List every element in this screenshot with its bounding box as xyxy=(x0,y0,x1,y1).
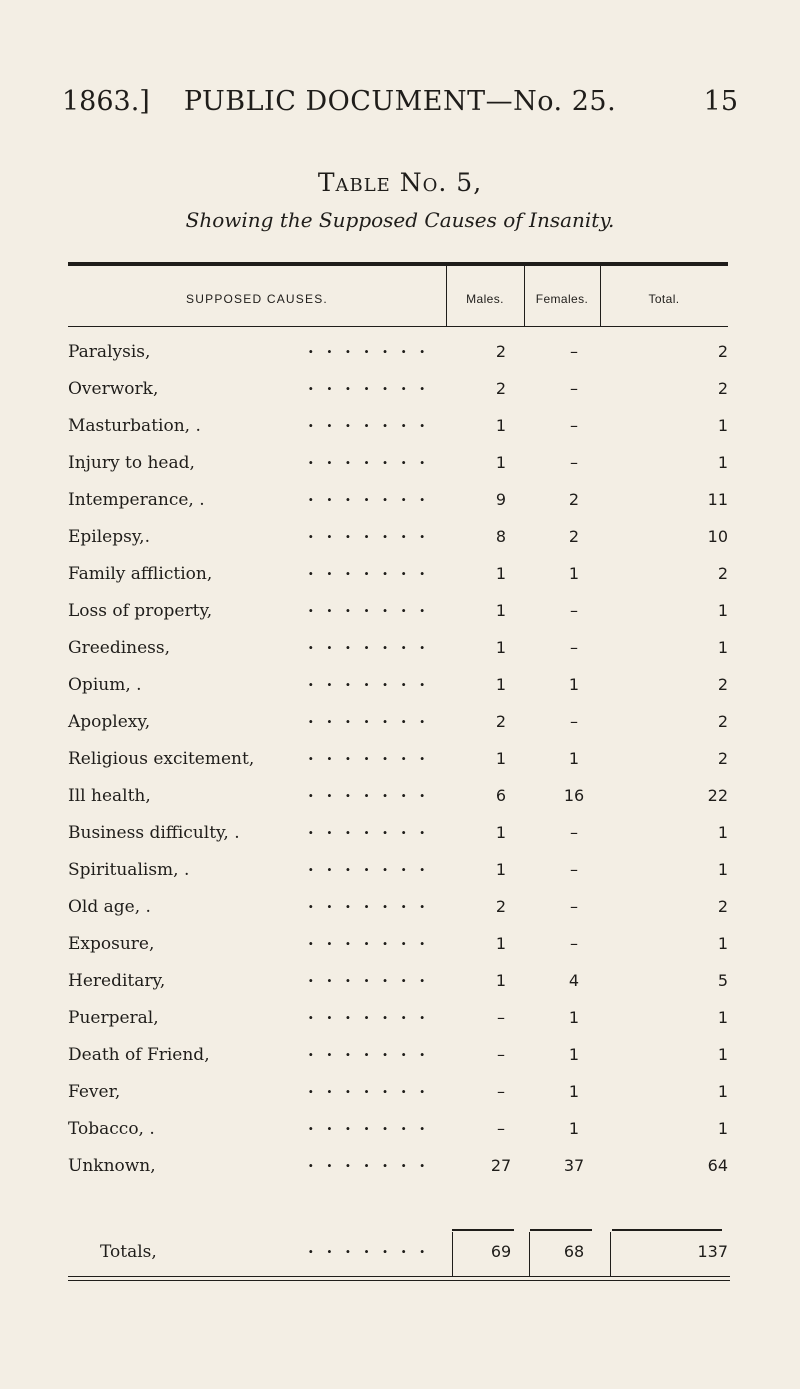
header-year: 1863.] xyxy=(62,86,150,117)
total-value: 2 xyxy=(717,564,728,583)
cause-label: Paralysis, xyxy=(68,342,151,362)
females-value: – xyxy=(570,379,578,398)
total-value: 2 xyxy=(717,712,728,731)
cause-label: Overwork, xyxy=(68,379,159,399)
cause-label: Death of Friend, xyxy=(68,1045,210,1065)
table-row xyxy=(68,371,728,408)
females-value: 1 xyxy=(568,1082,580,1101)
table-row xyxy=(68,704,728,741)
sum-rule xyxy=(530,1229,592,1231)
table-row xyxy=(68,778,728,815)
cause-label: Hereditary, xyxy=(68,971,166,991)
totals-label: Totals, xyxy=(100,1242,157,1262)
column-divider xyxy=(446,266,447,326)
total-value: 2 xyxy=(717,379,728,398)
females-value: – xyxy=(570,453,578,472)
leader-dots: ....... xyxy=(308,708,438,727)
table-bottom-rule xyxy=(68,1280,730,1281)
total-value: 1 xyxy=(717,1008,728,1027)
males-value: 27 xyxy=(490,1156,512,1175)
total-value: 2 xyxy=(717,897,728,916)
females-value: 4 xyxy=(568,971,580,990)
leader-dots: ....... xyxy=(308,930,438,949)
females-value: 1 xyxy=(568,675,580,694)
total-value: 1 xyxy=(717,453,728,472)
leader-dots: ....... xyxy=(308,745,438,764)
cause-label: Family affliction, xyxy=(68,564,213,584)
females-value: 2 xyxy=(568,490,580,509)
table-row xyxy=(68,519,728,556)
total-value: 10 xyxy=(707,527,728,546)
leader-dots: ....... xyxy=(308,819,438,838)
males-value: 1 xyxy=(495,638,507,657)
total-value: 1 xyxy=(717,416,728,435)
leader-dots: ....... xyxy=(308,1115,438,1134)
table-row xyxy=(68,926,728,963)
males-value: 1 xyxy=(495,860,507,879)
total-value: 1 xyxy=(717,860,728,879)
table-row xyxy=(68,852,728,889)
leader-dots: ....... xyxy=(308,597,438,616)
leader-dots: ....... xyxy=(308,1152,438,1171)
males-value: – xyxy=(497,1045,505,1064)
males-value: 1 xyxy=(495,934,507,953)
table-row xyxy=(68,1074,728,1111)
table-row xyxy=(68,1148,728,1185)
cause-label: Greediness, xyxy=(68,638,171,658)
cause-label: Intemperance, . xyxy=(68,490,205,510)
totals-total: 137 xyxy=(697,1242,728,1261)
cause-label: Religious excitement, xyxy=(68,749,255,769)
females-value: 1 xyxy=(568,564,580,583)
total-value: 1 xyxy=(717,1082,728,1101)
cause-label: Ill health, xyxy=(68,786,151,806)
males-value: 1 xyxy=(495,601,507,620)
males-value: – xyxy=(497,1119,505,1138)
cause-label: Fever, xyxy=(68,1082,121,1102)
table-row xyxy=(68,741,728,778)
females-value: – xyxy=(570,638,578,657)
leader-dots: ....... xyxy=(308,1078,438,1097)
leader-dots: ....... xyxy=(308,412,438,431)
sum-rule xyxy=(612,1229,722,1231)
cause-label: Apoplexy, xyxy=(68,712,151,732)
females-value: 1 xyxy=(568,1008,580,1027)
males-value: – xyxy=(497,1082,505,1101)
table-row xyxy=(68,963,728,1000)
header-document-title: PUBLIC DOCUMENT—No. 25. xyxy=(183,86,617,117)
table-row xyxy=(68,482,728,519)
leader-dots: ....... xyxy=(308,634,438,653)
header-rule xyxy=(68,326,728,327)
leader-dots: ....... xyxy=(308,523,438,542)
total-value: 64 xyxy=(707,1156,728,1175)
total-value: 2 xyxy=(717,675,728,694)
table-row xyxy=(68,1111,728,1148)
leader-dots: ....... xyxy=(308,338,438,357)
males-value: 1 xyxy=(495,416,507,435)
leader-dots: ....... xyxy=(308,782,438,801)
females-value: – xyxy=(570,823,578,842)
females-value: 1 xyxy=(568,749,580,768)
total-value: 1 xyxy=(717,823,728,842)
total-value: 1 xyxy=(717,934,728,953)
females-value: – xyxy=(570,342,578,361)
table-row xyxy=(68,1037,728,1074)
females-value: – xyxy=(570,897,578,916)
males-value: 2 xyxy=(495,712,507,731)
males-value: 2 xyxy=(495,379,507,398)
cause-label: Old age, . xyxy=(68,897,151,917)
column-divider xyxy=(529,1232,530,1276)
cause-label: Puerperal, xyxy=(68,1008,159,1028)
males-value: 1 xyxy=(495,675,507,694)
cause-label: Business difficulty, . xyxy=(68,823,240,843)
totals-males: 69 xyxy=(490,1242,512,1261)
header-page-number: 15 xyxy=(703,86,738,117)
total-value: 11 xyxy=(707,490,728,509)
column-header-cause: SUPPOSED CAUSES. xyxy=(186,292,328,306)
table-row xyxy=(68,667,728,704)
males-value: 2 xyxy=(495,897,507,916)
cause-label: Spiritualism, . xyxy=(68,860,190,880)
females-value: 1 xyxy=(568,1119,580,1138)
table-bottom-rule xyxy=(68,1276,730,1277)
total-value: 22 xyxy=(707,786,728,805)
totals-row xyxy=(68,1232,728,1274)
total-value: 5 xyxy=(717,971,728,990)
table-row xyxy=(68,334,728,371)
males-value: 1 xyxy=(495,564,507,583)
totals-females: 68 xyxy=(563,1242,585,1261)
running-header xyxy=(62,86,738,132)
cause-label: Unknown, xyxy=(68,1156,156,1176)
table-title: Table No. 5, xyxy=(317,168,483,197)
males-value: – xyxy=(497,1008,505,1027)
males-value: 1 xyxy=(495,453,507,472)
column-headers xyxy=(68,266,728,326)
total-value: 2 xyxy=(717,749,728,768)
column-header-females: Females. xyxy=(535,292,589,306)
females-value: 37 xyxy=(563,1156,585,1175)
table-row xyxy=(68,593,728,630)
column-divider xyxy=(452,1232,453,1276)
females-value: 16 xyxy=(563,786,585,805)
males-value: 6 xyxy=(495,786,507,805)
leader-dots: ....... xyxy=(308,1004,438,1023)
males-value: 1 xyxy=(495,749,507,768)
cause-label: Exposure, xyxy=(68,934,155,954)
table-subtitle: Showing the Supposed Causes of Insanity. xyxy=(185,208,615,232)
table-row xyxy=(68,630,728,667)
males-value: 2 xyxy=(495,342,507,361)
column-divider xyxy=(524,266,525,326)
table-row xyxy=(68,408,728,445)
females-value: – xyxy=(570,712,578,731)
leader-dots: ....... xyxy=(308,375,438,394)
total-value: 1 xyxy=(717,1119,728,1138)
table-row xyxy=(68,1000,728,1037)
column-header-total: Total. xyxy=(648,292,680,306)
table-row xyxy=(68,815,728,852)
table-row xyxy=(68,556,728,593)
males-value: 1 xyxy=(495,971,507,990)
leader-dots: ....... xyxy=(308,449,438,468)
table-row xyxy=(68,889,728,926)
total-value: 2 xyxy=(717,342,728,361)
cause-label: Tobacco, . xyxy=(68,1119,155,1139)
leader-dots: ....... xyxy=(308,560,438,579)
cause-label: Injury to head, xyxy=(68,453,195,473)
females-value: – xyxy=(570,934,578,953)
column-divider xyxy=(600,266,601,326)
cause-label: Loss of property, xyxy=(68,601,213,621)
cause-label: Epilepsy,. xyxy=(68,527,150,547)
females-value: – xyxy=(570,601,578,620)
leader-dots: ....... xyxy=(308,1041,438,1060)
females-value: – xyxy=(570,860,578,879)
males-value: 9 xyxy=(495,490,507,509)
leader-dots: ....... xyxy=(308,671,438,690)
cause-label: Opium, . xyxy=(68,675,142,695)
females-value: 1 xyxy=(568,1045,580,1064)
females-value: – xyxy=(570,416,578,435)
column-header-males: Males. xyxy=(466,292,504,306)
males-value: 8 xyxy=(495,527,507,546)
leader-dots: ....... xyxy=(308,1238,438,1257)
leader-dots: ....... xyxy=(308,967,438,986)
table-body xyxy=(68,334,728,1185)
males-value: 1 xyxy=(495,823,507,842)
females-value: 2 xyxy=(568,527,580,546)
total-value: 1 xyxy=(717,601,728,620)
total-value: 1 xyxy=(717,1045,728,1064)
sum-rule xyxy=(452,1229,514,1231)
total-value: 1 xyxy=(717,638,728,657)
table-row xyxy=(68,445,728,482)
column-divider xyxy=(610,1232,611,1276)
cause-label: Masturbation, . xyxy=(68,416,201,436)
leader-dots: ....... xyxy=(308,856,438,875)
leader-dots: ....... xyxy=(308,893,438,912)
leader-dots: ....... xyxy=(308,486,438,505)
